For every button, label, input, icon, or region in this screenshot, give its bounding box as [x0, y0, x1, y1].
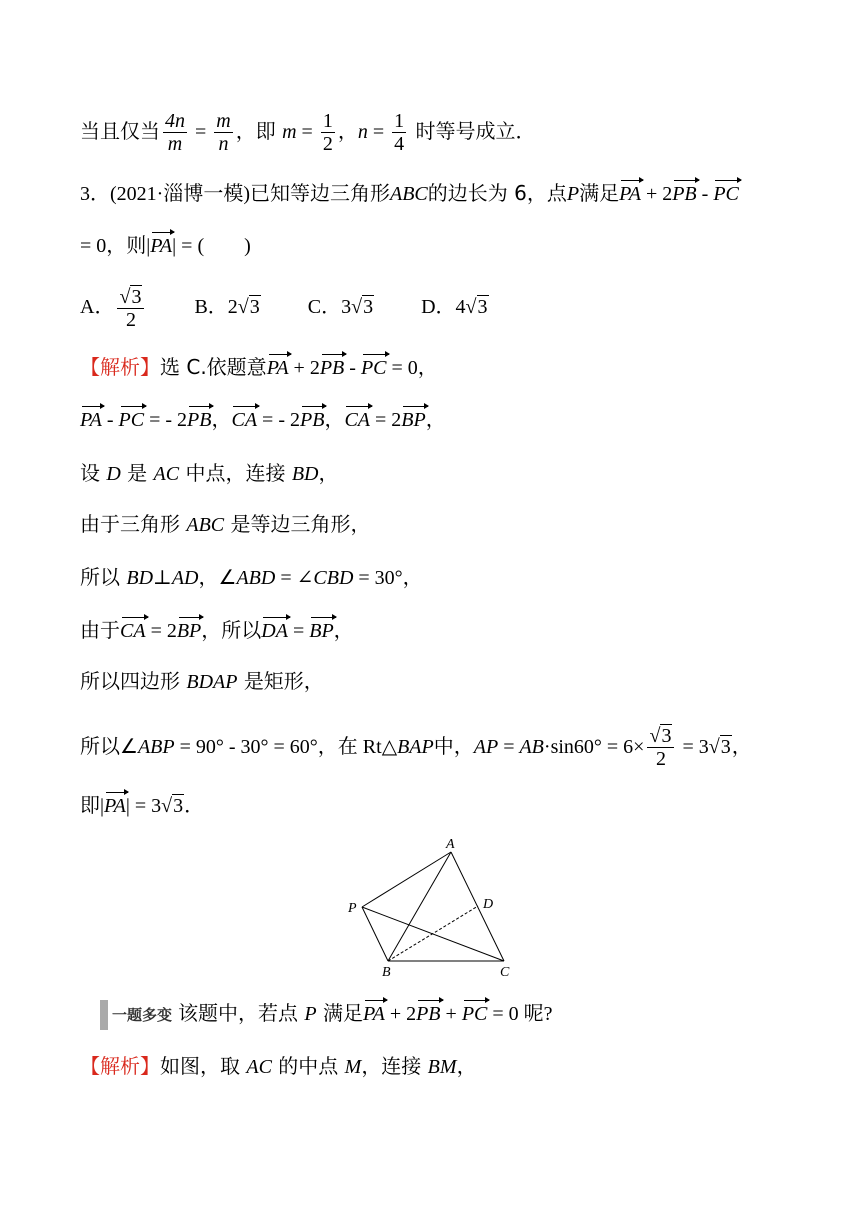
vector-pa: PA [150, 231, 172, 261]
fraction-one-half: $\frac{1}{2}$ [322, 110, 333, 155]
text: 中， [433, 734, 474, 758]
triangle-bap: BAP [397, 736, 434, 758]
segment-ac: AC [153, 463, 180, 485]
solution-line-9: 即|PA| = 3√3． [80, 790, 204, 821]
point-m: M [344, 1056, 362, 1078]
fraction-4n-over-m: $\frac{4n}{m}$ [165, 110, 185, 155]
text: 是等边三角形， [230, 512, 371, 536]
text: 的中点 [278, 1054, 339, 1078]
angle-cbd: CBD [313, 567, 354, 589]
text: | = 3 [125, 795, 162, 817]
solution-line-7 [80, 666, 324, 697]
operator: = - 2 [257, 409, 300, 431]
analysis-tag: 【解析】 [80, 355, 160, 379]
question-3-line-1 [80, 178, 739, 209]
text: = 3 [677, 736, 709, 758]
operator: = - 2 [144, 409, 188, 431]
equality-condition-line [80, 110, 535, 155]
solution-line-3 [80, 458, 338, 489]
label-p: P [348, 901, 357, 916]
solution-line-4 [80, 509, 371, 540]
text: ，连接 [361, 1054, 422, 1078]
question-number: 3． [80, 183, 110, 205]
question-source: (2021·淄博一模) [110, 183, 250, 205]
quadrilateral-bdap: BDAP [186, 671, 238, 693]
var-m: m [282, 121, 297, 143]
vector-pa: PA [104, 791, 126, 821]
text: 设 [80, 461, 100, 485]
operator: - [344, 357, 361, 379]
text: = 0 呢? [487, 1003, 553, 1025]
text: 由于三角形 [80, 512, 180, 536]
comma: ， [333, 618, 354, 642]
text: = 0，则| [80, 235, 151, 257]
operator: = 2 [145, 620, 177, 642]
solution-line-8: 所以∠ABP = 90° - 30° = 60°，在 Rt△BAP中，AP = AB·sin60° = 6× $\frac{√3}{2}$ = 3√3， [80, 725, 752, 770]
text: = ∠ [275, 567, 314, 589]
vector-pa: PA [619, 179, 641, 209]
label-a: A [446, 837, 455, 852]
point-d: D [106, 463, 121, 485]
geometry-figure [330, 832, 530, 982]
solution-line-5 [80, 562, 423, 593]
vector-ca: CA [231, 405, 257, 435]
comma: ， [211, 409, 232, 431]
text: 即| [80, 795, 105, 817]
text: = 30°， [353, 567, 423, 589]
question-3-line-2 [80, 230, 251, 261]
segment-bd: BD [126, 567, 154, 589]
vector-ca: CA [344, 405, 370, 435]
fraction-m-over-n: $\frac{m}{n}$ [216, 110, 231, 155]
segment-ab [388, 852, 451, 961]
operator: = [287, 620, 310, 642]
solution-line-6 [80, 615, 354, 646]
text: 是 [127, 461, 148, 485]
segment-ab: AB [519, 736, 544, 758]
text: 所以四边形 [80, 669, 180, 693]
text: | = ( ) [172, 235, 251, 257]
vector-ca: CA [120, 616, 146, 646]
operator: + [440, 1003, 462, 1025]
option-b: B．2√3 [194, 296, 260, 319]
text: 如图，取 [160, 1054, 240, 1078]
text: 选 C.依题意 [160, 355, 267, 379]
text: ， [318, 461, 339, 485]
text: 已知等边三角形 [249, 181, 390, 205]
solution-line-1 [80, 352, 438, 383]
text: 满足 [322, 1001, 363, 1025]
angle-abd: ABD [236, 567, 276, 589]
point-p: P [304, 1003, 317, 1025]
option-c: C．3√3 [307, 296, 374, 319]
text: 时等号成立． [415, 119, 536, 143]
text: 当且仅当 [80, 119, 160, 143]
text: = 0， [386, 357, 438, 379]
vector-pc: PC [119, 405, 145, 435]
operator: + 2 [288, 357, 320, 379]
text: ，所以 [201, 618, 262, 642]
segment-bm: BM [427, 1056, 457, 1078]
comma: ， [731, 734, 752, 758]
operator: + 2 [384, 1003, 417, 1025]
segment-ap: AP [473, 736, 499, 758]
point-p: P [566, 183, 580, 205]
label-d: D [483, 897, 494, 912]
label-c: C [500, 965, 510, 980]
comma: ， [456, 1054, 477, 1078]
segment-ac: AC [246, 1056, 272, 1078]
comma: ， [425, 409, 446, 431]
angle-abp: ABP [137, 736, 175, 758]
vector-pa: PA [80, 405, 102, 435]
vector-pa: PA [267, 353, 289, 383]
var-n: n [357, 121, 368, 143]
segment-bd: BD [291, 463, 319, 485]
variant-solution-line-1 [80, 1051, 477, 1082]
triangle-abc: ABC [389, 183, 428, 205]
text: ． [184, 795, 205, 817]
label-b: B [382, 965, 391, 980]
vector-pb: PB [672, 179, 696, 209]
comma: ， [324, 409, 345, 431]
option-d: D．4√3 [421, 296, 488, 319]
vector-bp: BP [309, 616, 333, 646]
equals: = [367, 121, 390, 143]
segment-ad: AD [171, 567, 199, 589]
vector-pb: PB [416, 999, 440, 1029]
text: ，∠ [198, 565, 237, 589]
text: 中点，连接 [185, 461, 286, 485]
variant-question [100, 998, 553, 1030]
text: 由于 [80, 618, 120, 642]
operator: - [696, 183, 714, 205]
text: 是矩形， [243, 669, 324, 693]
operator: + 2 [640, 183, 673, 205]
text: 所以 [80, 565, 120, 589]
segment-pa [362, 852, 451, 907]
vector-bp: BP [401, 405, 425, 435]
operator: - [101, 409, 119, 431]
triangle-abc: ABC [186, 514, 225, 536]
fraction-root3-over-2: $\frac{√3}{2}$ [117, 286, 144, 331]
comma: ， [337, 119, 358, 143]
operator: = 2 [370, 409, 402, 431]
vector-pc: PC [713, 179, 739, 209]
equals: = [296, 121, 318, 143]
text: 所以∠ [80, 734, 138, 758]
answer-options [80, 286, 531, 331]
text: 该题中，若点 [178, 1001, 299, 1025]
vector-bp: BP [177, 616, 201, 646]
text: 的边长为 6，点 [427, 181, 567, 205]
analysis-tag: 【解析】 [80, 1054, 160, 1078]
text: = 90° - 30° = 60°，在 Rt△ [174, 736, 398, 758]
vector-pb: PB [300, 405, 324, 435]
vector-da: DA [261, 616, 288, 646]
segment-bd-dashed [388, 906, 478, 961]
text: 满足 [579, 181, 620, 205]
perpendicular-symbol: ⊥ [153, 567, 172, 589]
equals: = [190, 121, 212, 143]
solution-line-2 [80, 405, 446, 435]
sqrt: 3 [720, 736, 731, 758]
vector-pb: PB [320, 353, 344, 383]
sqrt: 3 [173, 795, 184, 817]
fraction-one-quarter: $\frac{1}{4}$ [394, 110, 405, 155]
fraction-root3-over-2: $\frac{√3}{2}$ [647, 725, 674, 770]
equals: = [498, 736, 520, 758]
text: ·sin60° = 6× [543, 736, 645, 758]
variant-badge: 一题多变 [100, 1000, 172, 1030]
option-a: A． $\frac{√3}{2}$ [80, 286, 147, 331]
vector-pc: PC [361, 353, 387, 383]
vector-pb: PB [187, 405, 211, 435]
segment-ac [451, 852, 504, 961]
vector-pc: PC [462, 999, 488, 1029]
vector-pa: PA [363, 999, 385, 1029]
text: ，即 [235, 119, 276, 143]
